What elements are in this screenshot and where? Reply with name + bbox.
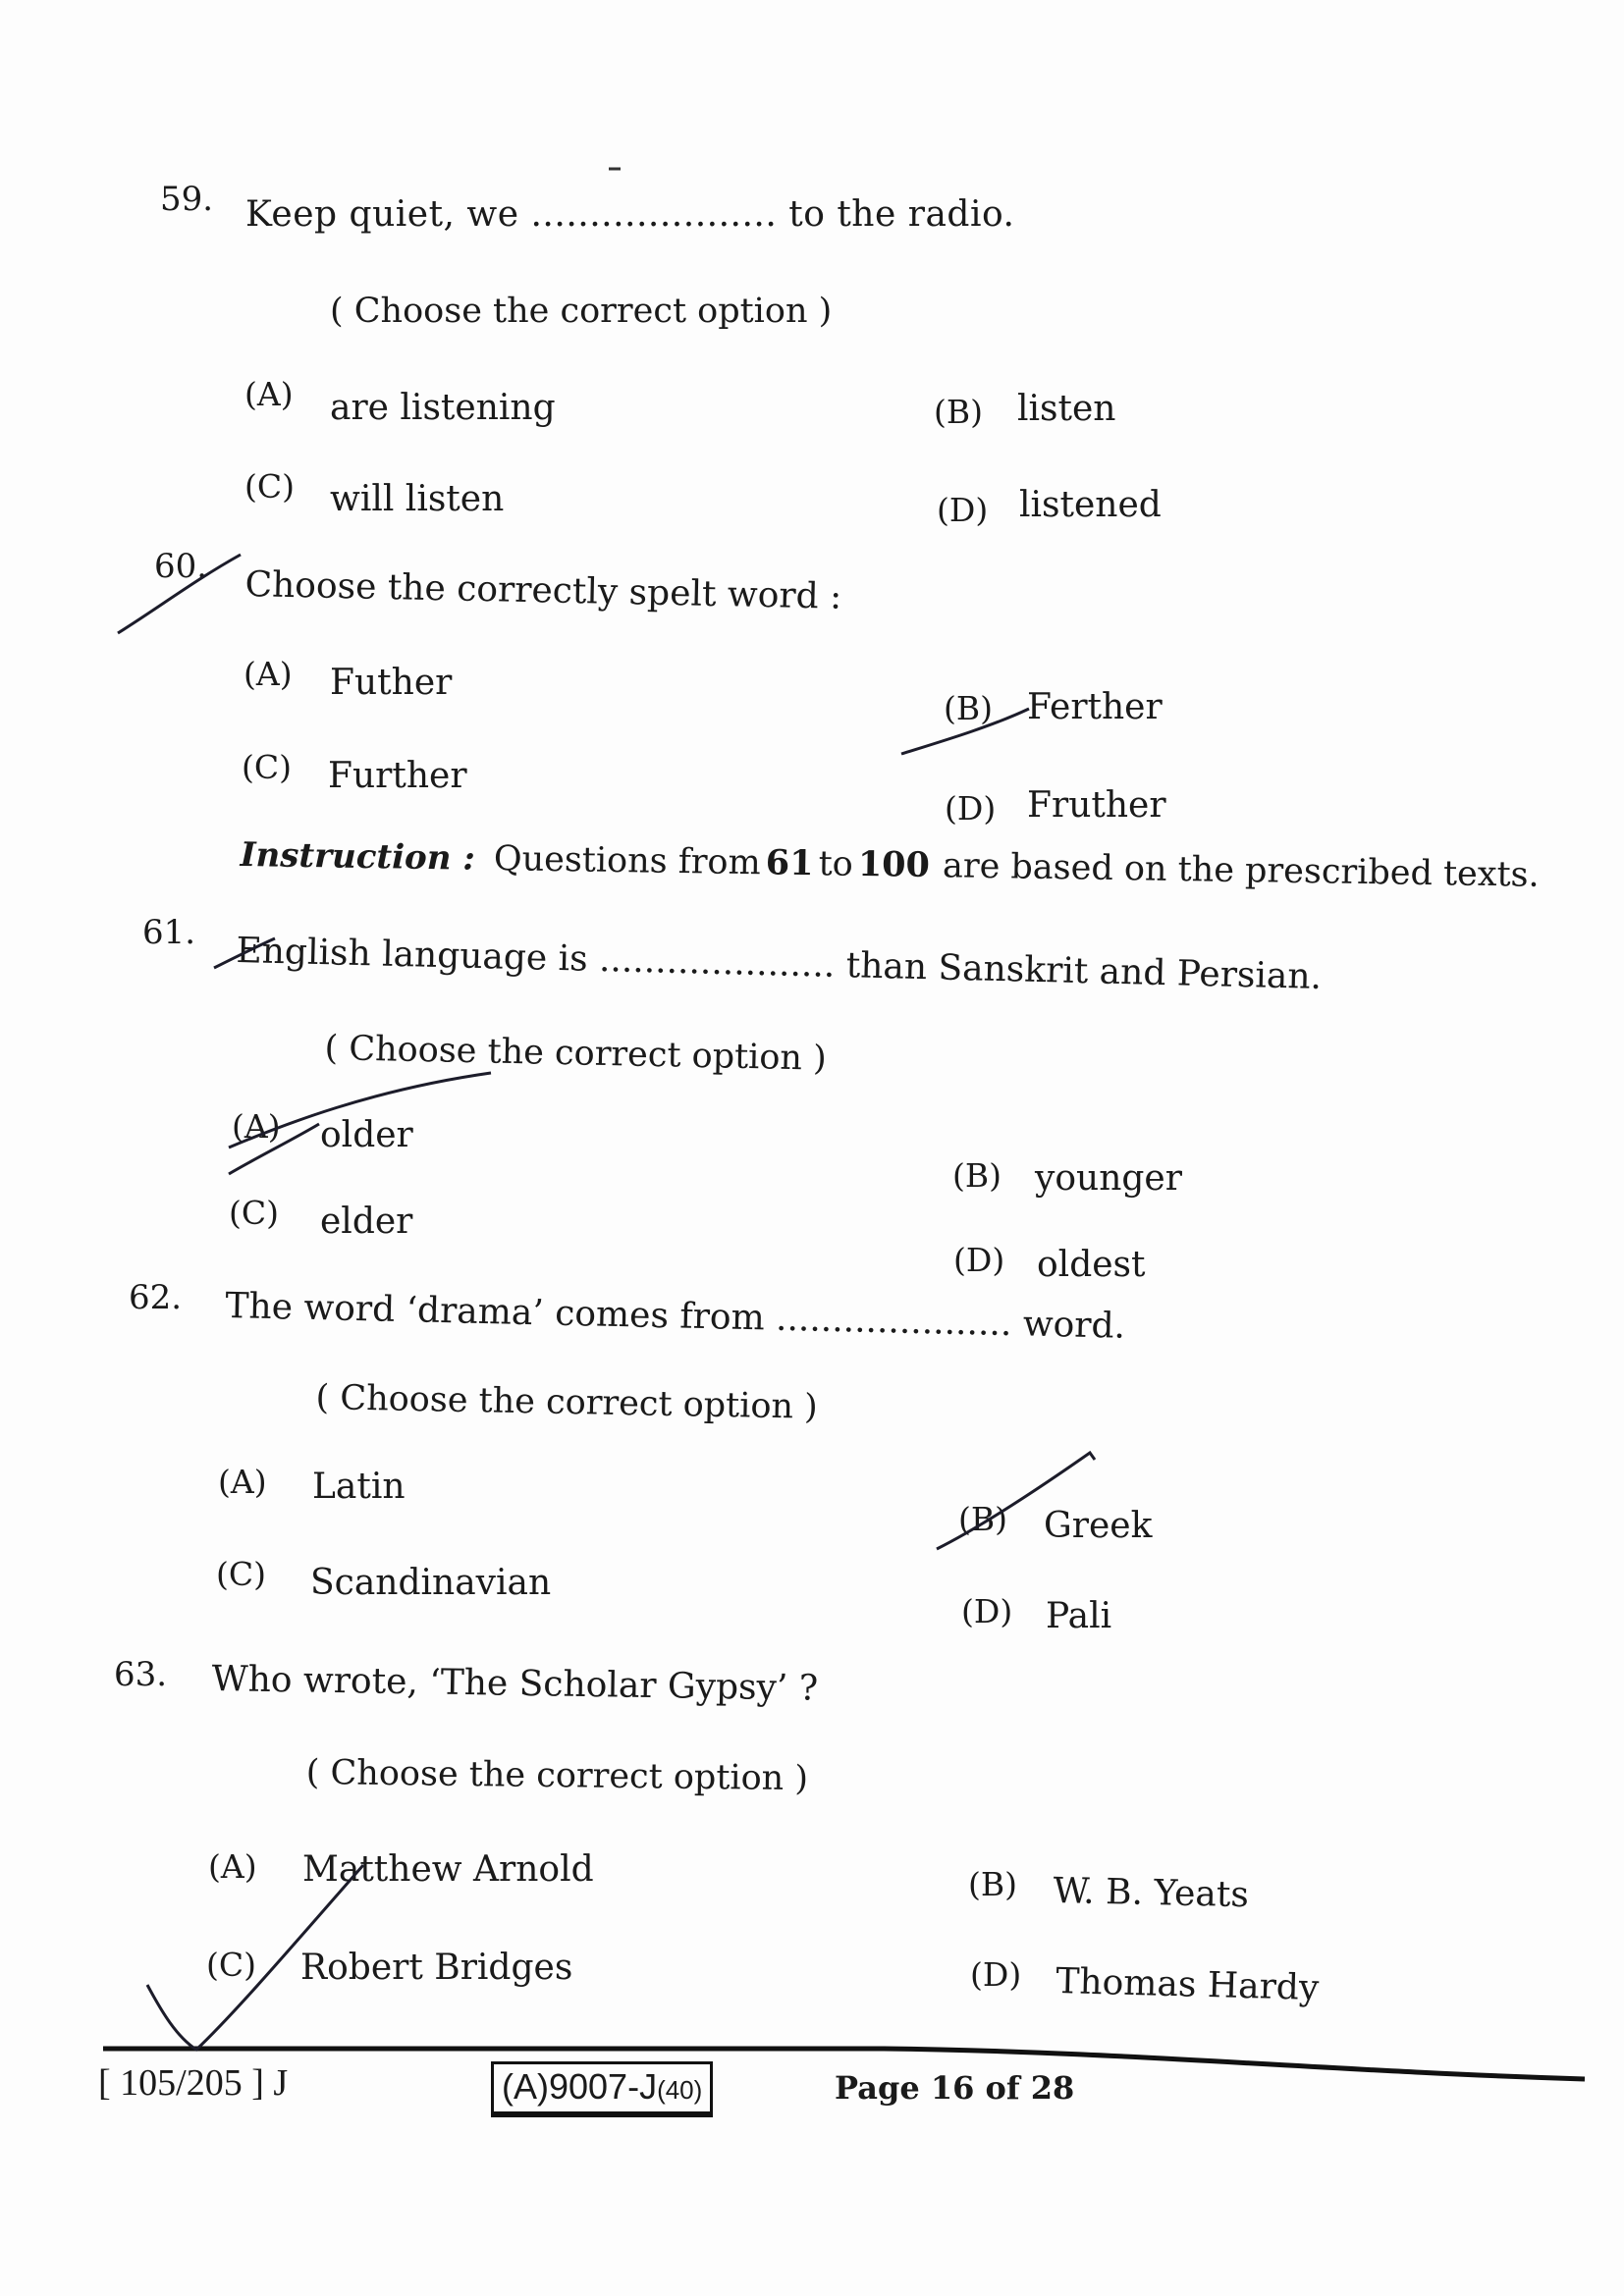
question-number: 63.: [114, 1655, 168, 1694]
instruction-from: 61: [765, 842, 814, 884]
paper-code: [ 105/205 ] J: [98, 2062, 289, 2104]
option-a-label: (A): [244, 375, 294, 413]
question-number: 61.: [142, 913, 196, 952]
instruction-label: Instruction :: [240, 834, 476, 879]
question-text: [236, 931, 1322, 997]
choose-instruction: ( Choose the correct option ): [324, 1029, 828, 1079]
option-b-label: (B): [968, 1865, 1017, 1903]
option-d-text: Thomas Hardy: [1055, 1961, 1320, 2008]
question-text-after: than Sanskrit and Persian.: [845, 945, 1323, 998]
option-b-text: listen: [1017, 389, 1116, 429]
option-a-label: (A): [232, 1107, 281, 1146]
option-c-text: Scandinavian: [310, 1563, 552, 1603]
option-d-label: (D): [945, 789, 997, 828]
option-b-text: younger: [1035, 1158, 1182, 1199]
option-c-text: Robert Bridges: [300, 1948, 573, 1988]
option-d-label: (D): [961, 1592, 1013, 1630]
option-c-label: (C): [216, 1555, 266, 1593]
option-a-text: Matthew Arnold: [302, 1849, 594, 1890]
option-b-label: (B): [944, 689, 993, 727]
question-number: 59.: [160, 180, 214, 219]
question-number: 62.: [129, 1278, 183, 1317]
page-number: Page 16 of 28: [835, 2069, 1075, 2107]
question-text: Choose the correctly spelt word :: [244, 564, 842, 617]
question-number: 60.: [154, 547, 208, 586]
instruction-to-word: to: [818, 844, 854, 884]
option-d-text: Pali: [1046, 1596, 1112, 1636]
option-b-text: W. B. Yeats: [1053, 1871, 1250, 1916]
option-c-label: (C): [242, 748, 292, 786]
option-c-label: (C): [244, 467, 295, 506]
booklet-code-box: [491, 2061, 713, 2117]
question-text: Keep quiet, we ..................... to the radio.: [245, 194, 1015, 235]
instruction-text-after: are based on the prescribed texts.: [942, 846, 1541, 895]
option-d-text: oldest: [1037, 1245, 1146, 1285]
option-b-text: Greek: [1044, 1506, 1153, 1546]
option-c-text: Further: [328, 756, 467, 796]
option-a-label: (A): [244, 655, 293, 693]
answer-blank: .....................: [598, 939, 836, 986]
option-c-label: (C): [206, 1946, 256, 1984]
option-a-label: (A): [218, 1463, 267, 1501]
option-d-label: (D): [970, 1955, 1022, 1994]
option-d-label: (D): [937, 491, 989, 529]
option-a-text: Futher: [330, 663, 453, 703]
option-a-text: Latin: [312, 1467, 406, 1507]
option-c-label: (C): [229, 1194, 279, 1232]
instruction-text-before: Questions from: [493, 839, 762, 883]
option-b-label: (B): [934, 393, 983, 431]
option-d-text: Fruther: [1027, 785, 1166, 826]
option-d-text: listened: [1019, 485, 1162, 525]
booklet-code-sub: (40): [657, 2075, 703, 2105]
option-b-label: (B): [952, 1156, 1001, 1195]
booklet-code: (A)9007-J: [502, 2066, 658, 2107]
option-c-text: elder: [320, 1201, 413, 1242]
question-text: The word ‘drama’ comes from ..................... word.: [225, 1286, 1126, 1347]
option-b-text: Ferther: [1027, 687, 1163, 727]
option-d-label: (D): [953, 1241, 1005, 1279]
choose-instruction: ( Choose the correct option ): [330, 292, 833, 331]
instruction-block: [240, 834, 1540, 895]
option-a-text: older: [320, 1115, 413, 1155]
option-a-text: are listening: [330, 388, 556, 428]
choose-instruction: ( Choose the correct option ): [315, 1378, 819, 1427]
option-b-label: (B): [958, 1500, 1007, 1538]
choose-instruction: ( Choose the correct option ): [305, 1753, 809, 1799]
instruction-to: 100: [857, 843, 931, 886]
option-c-text: will listen: [330, 479, 505, 519]
question-text: Who wrote, ‘The Scholar Gypsy’ ?: [211, 1659, 819, 1709]
question-text-before: English language is: [235, 931, 589, 980]
option-a-label: (A): [208, 1847, 257, 1886]
